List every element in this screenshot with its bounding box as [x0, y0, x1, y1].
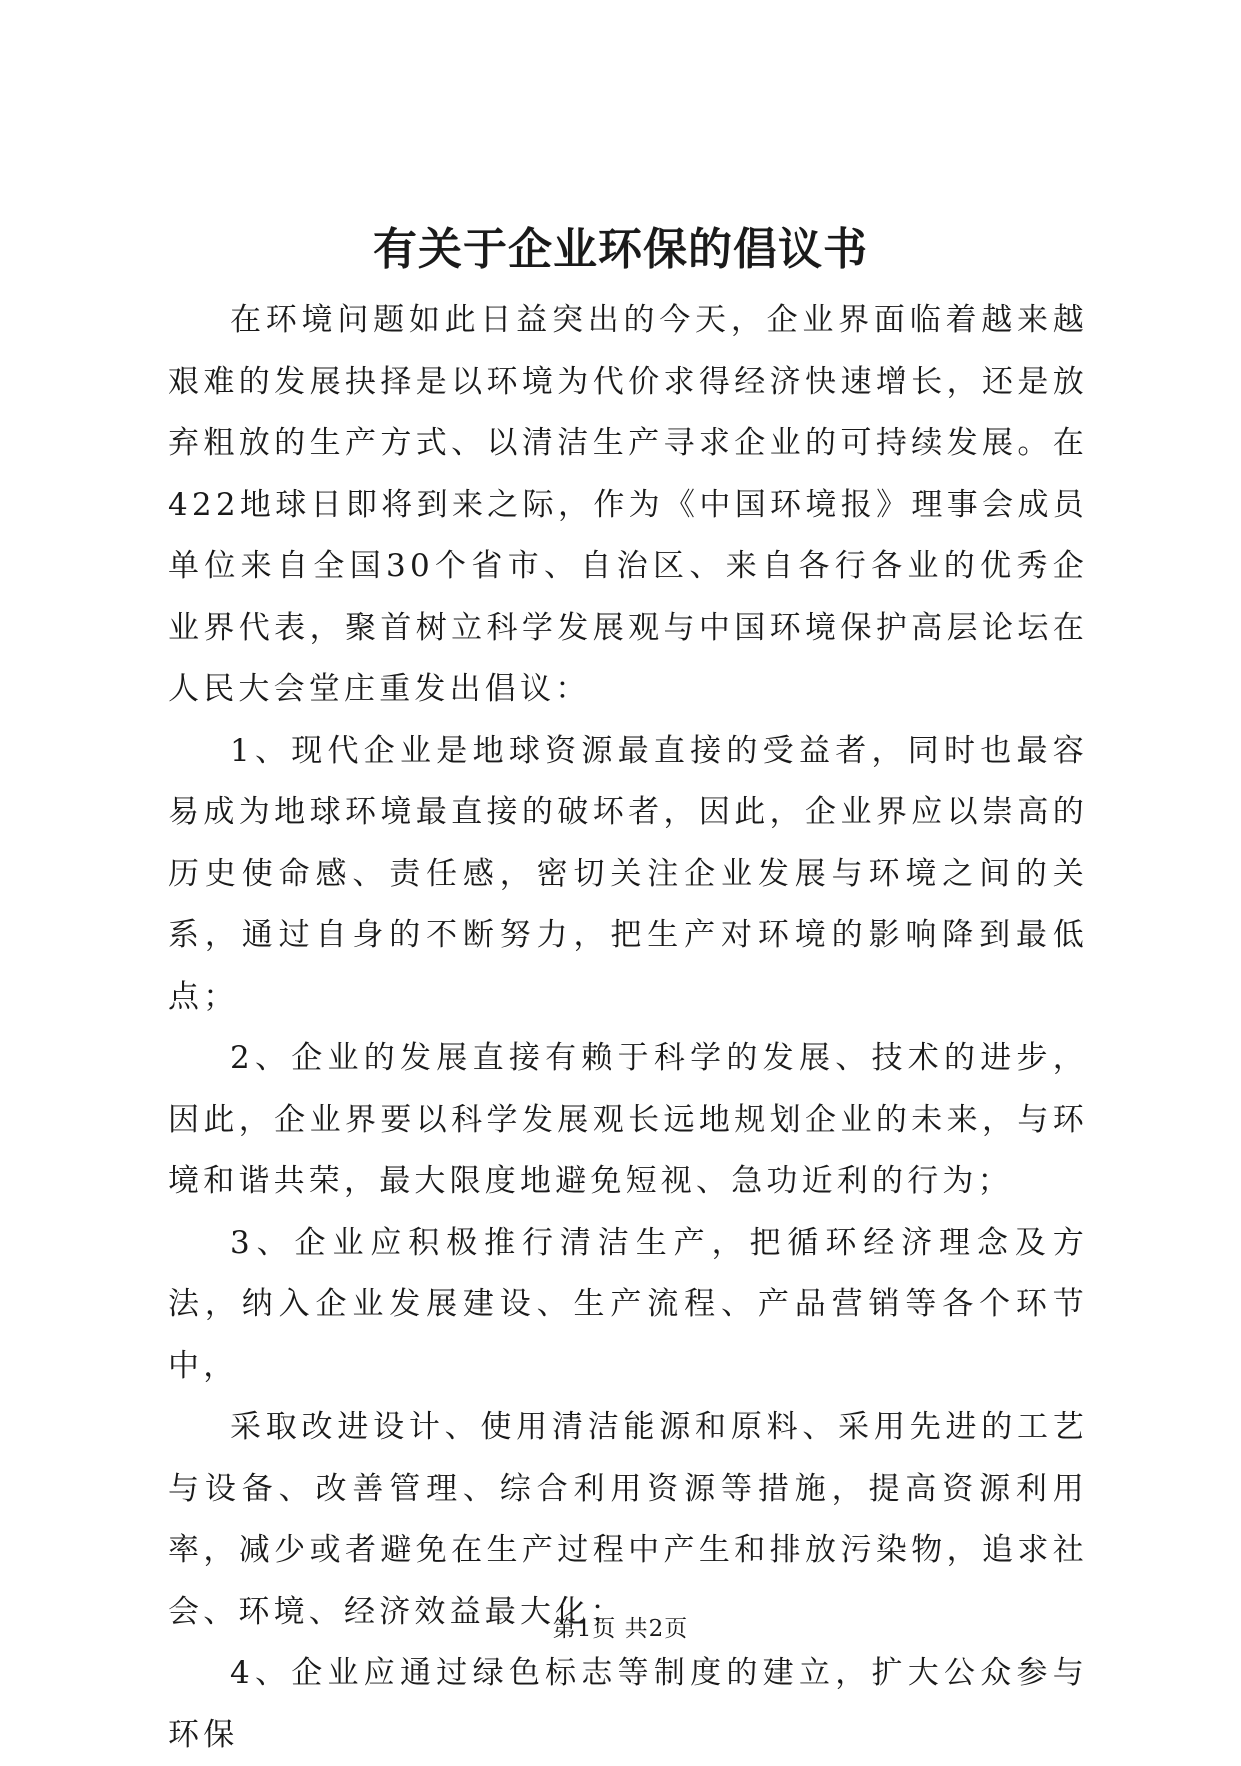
paragraph-item-2: 2、企业的发展直接有赖于科学的发展、技术的进步，因此，企业界要以科学发展观长远地规划企业的未来，与环境和谐共荣，最大限度地避免短视、急功近利的行为；: [168, 1040, 1088, 1199]
paragraph-item-4: 4、企业应通过绿色标志等制度的建立，扩大公众参与环保: [168, 1655, 1088, 1753]
document-body: [168, 290, 1088, 1766]
paragraph-item-3-continued: 采取改进设计、使用清洁能源和原料、采用先进的工艺与设备、改善管理、综合利用资源等措施，提高资源利用率，减少或者避免在生产过程中产生和排放污染物，追求社会、环境、经济效益最大化；: [168, 1409, 1088, 1630]
document-title: 有关于企业环保的倡议书: [373, 224, 868, 275]
page-number-footer: 第1页 共2页: [552, 1616, 689, 1642]
paragraph-item-1: 1、现代企业是地球资源最直接的受益者，同时也最容易成为地球环境最直接的破坏者，因此，企业界应以崇高的历史使命感、责任感，密切关注企业发展与环境之间的关系，通过自身的不断努力，把生产对环境的影响降到最低点；: [168, 732, 1088, 1015]
paragraph-intro: 在环境问题如此日益突出的今天，企业界面临着越来越艰难的发展抉择是以环境为代价求得经济快速增长，还是放弃粗放的生产方式、以清洁生产寻求企业的可持续发展。在422地球日即将到来之际，作为《中国环境报》理事会成员单位来自全国30个省市、自治区、来自各行各业的优秀企业界代表，聚首树立科学发展观与中国环境保护高层论坛在人民大会堂庄重发出倡议：: [168, 302, 1088, 707]
paragraph-item-3: 3、企业应积极推行清洁生产，把循环经济理念及方法，纳入企业发展建设、生产流程、产品营销等各个环节中，: [168, 1224, 1088, 1384]
